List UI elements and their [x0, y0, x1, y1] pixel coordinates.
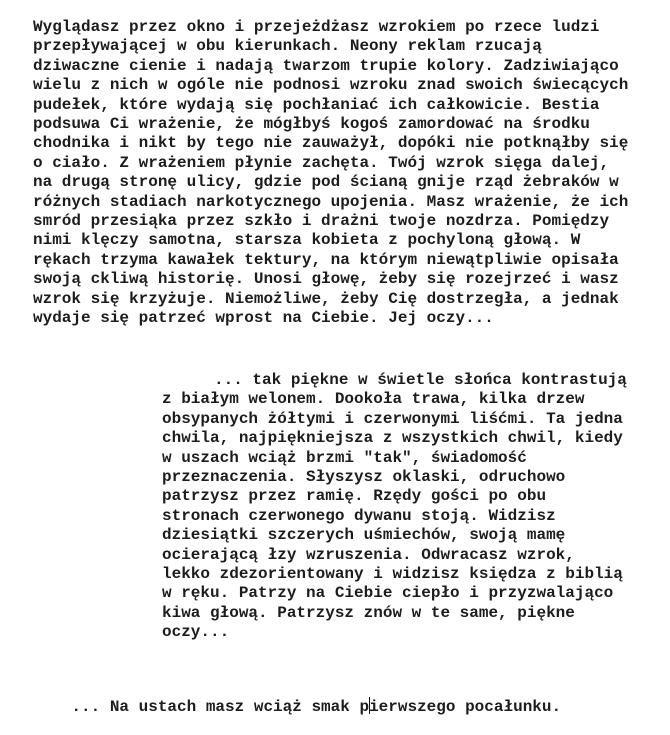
text-line[interactable]: stronach czerwonego dywanu stoją. Widzisz [162, 506, 556, 525]
closing-text-before-cursor: ... Na ustach masz wciąż smak p [71, 698, 370, 717]
text-line[interactable]: smród przesiąka przez szkło i drażni twoje nozdrza. Pomiędzy [33, 212, 610, 231]
text-line[interactable]: kiwa głową. Patrzysz znów w te same, piękne [162, 603, 575, 622]
text-line[interactable]: pudełek, które wydają się pochłaniać ich całkowicie. Bestia [33, 95, 600, 114]
text-line[interactable]: o ciało. Z wrażeniem płynie zachęta. Twój wzrok sięga dalej, [33, 153, 610, 172]
text-line[interactable]: w uszach wciąż brzmi "tak", świadomość [162, 448, 527, 467]
text-line[interactable]: podsuwa Ci wrażenie, że mógłbyś kogoś zamordować na środku [33, 115, 590, 134]
text-line[interactable]: wielu z nich w ogóle nie podnosi wzroku znad swoich świecących [33, 76, 629, 95]
text-line[interactable]: chwila, najpiękniejsza z wszystkich chwil, kiedy [162, 429, 623, 448]
text-line[interactable]: z białym welonem. Dookoła trawa, kilka drzew [162, 390, 585, 409]
text-line[interactable]: na drugą stronę ulicy, gdzie pod ścianą gnije rząd żebraków w [33, 173, 619, 192]
text-line[interactable]: różnych stadiach narkotycznego upojenia. Masz wrażenie, że ich [33, 192, 629, 211]
closing-text-after-cursor: ierwszego pocałunku. [369, 698, 562, 717]
text-line[interactable]: obsypanych żółtymi i czerwonymi liśćmi. Ta jedna [162, 409, 623, 428]
text-line[interactable]: ... tak piękne w świetle słońca kontrastują [214, 371, 627, 389]
text-line[interactable]: wydaje się patrzeć wprost na Ciebie. Jej oczy... [33, 309, 494, 328]
paragraph-wedding-scene[interactable] [162, 371, 627, 643]
text-line[interactable]: Wyglądasz przez okno i przejeżdżasz wzrokiem po rzece ludzi [33, 18, 600, 36]
text-line[interactable]: patrzysz przez ramię. Rzędy gości po obu [162, 487, 547, 506]
text-line[interactable]: lekko zdezorientowany i widzisz księdza z biblią [162, 565, 623, 584]
text-line[interactable]: dziesiątki szczerych uśmiechów, swoją mamę [162, 526, 566, 545]
text-line[interactable]: w ręku. Patrzy na Ciebie ciepło i przyzwalająco [162, 584, 614, 603]
text-line[interactable]: dziwaczne cienie i nadają twarzom trupie kolory. Zadziwiająco [33, 56, 619, 75]
text-line[interactable]: rękach trzyma kawałek tektury, na którym niewątpliwie opisała [33, 250, 619, 269]
text-line[interactable]: ocierającą łzy wzruszenia. Odwracasz wzrok, [162, 545, 575, 564]
paragraph-street-scene[interactable] [33, 18, 628, 329]
text-line[interactable]: nimi klęczy samotna, starsza kobieta z pochyloną głową. W [33, 231, 581, 250]
text-line[interactable]: oczy... [162, 623, 230, 642]
paragraph-closing-line[interactable] [33, 678, 561, 735]
text-line[interactable]: przepływającej w obu kierunkach. Neony reklam rzucają [33, 37, 542, 56]
text-line[interactable]: wzrok się krzyżuje. Niemożliwe, żeby Cię dostrzegła, a jednak [33, 289, 619, 308]
text-line[interactable]: chodnika i nikt by tego nie zauważył, dopóki nie potknąłby się [33, 134, 629, 153]
text-line[interactable]: swoją ckliwą historię. Unosi głowę, żeby się rozejrzeć i wasz [33, 270, 619, 289]
text-line[interactable]: przeznaczenia. Słyszysz oklaski, odruchowo [162, 468, 566, 487]
